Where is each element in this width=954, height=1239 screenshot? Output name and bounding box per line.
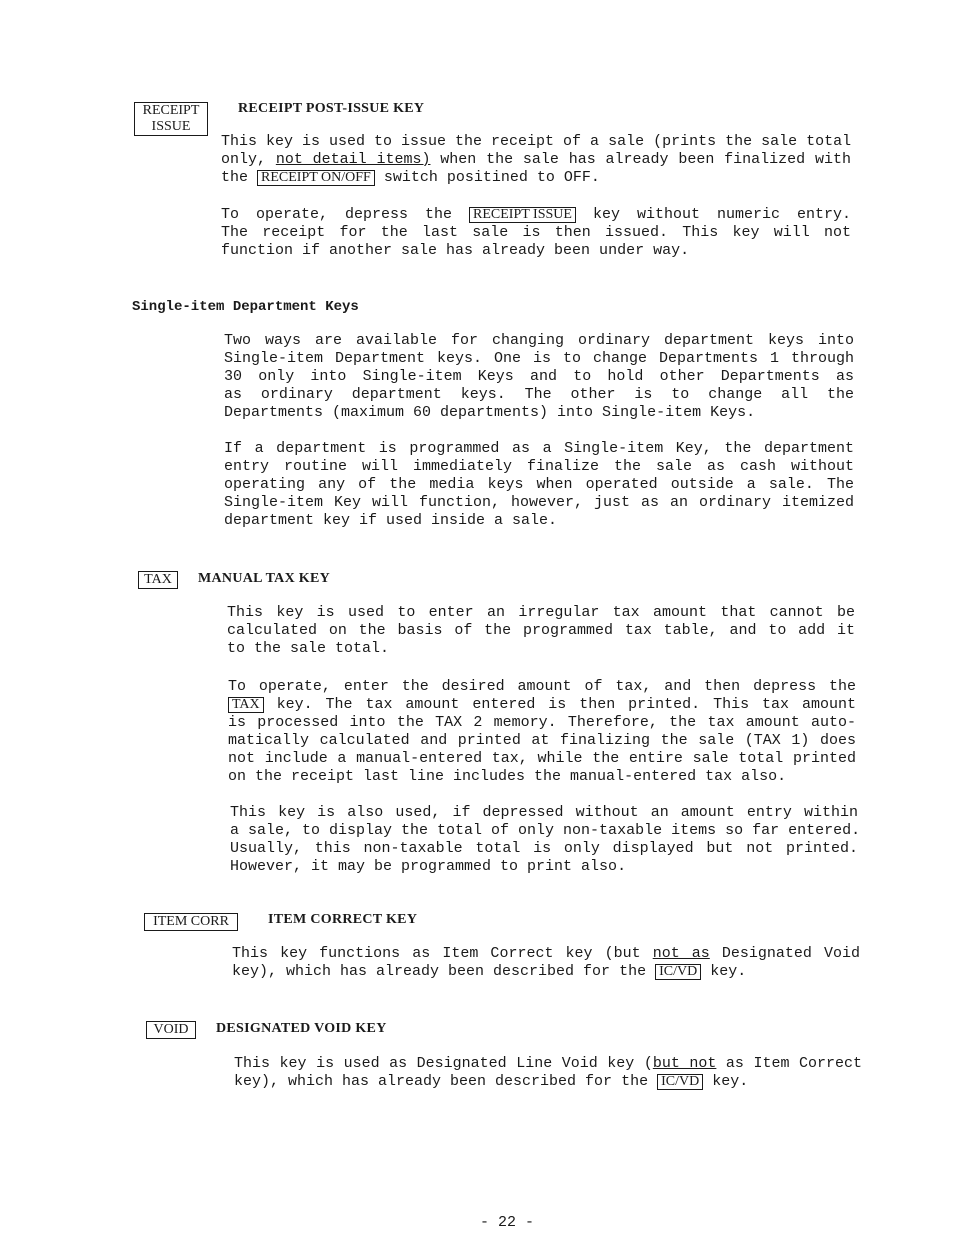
- tax-key-ref: TAX: [228, 697, 264, 713]
- keycap-label: RECEIPT: [142, 103, 200, 118]
- receipt-issue-paragraph-1: [221, 133, 851, 187]
- text-span: switch positined to OFF.: [374, 169, 600, 186]
- text-span: To operate, depress the: [221, 206, 470, 223]
- receipt-on-off-key-ref: RECEIPT ON/OFF: [257, 170, 375, 186]
- text-span: Designated Void: [709, 945, 860, 962]
- text-line: This key is used to enter an irregular tax amount that cannot be: [227, 604, 855, 621]
- manual-tax-heading: MANUAL TAX KEY: [198, 571, 331, 586]
- text-span: key.: [703, 1073, 749, 1090]
- text-line: [221, 206, 851, 224]
- text-span: This key is used as Designated Line Void key (: [234, 1055, 653, 1072]
- item-corr-paragraph: [232, 945, 860, 981]
- receipt-issue-key-ref: RECEIPT ISSUE: [469, 207, 576, 223]
- keycap-label: ISSUE: [151, 119, 191, 134]
- void-keycap: VOID: [146, 1021, 196, 1039]
- text-line: [232, 945, 860, 963]
- underlined-text: not detail items): [275, 151, 431, 168]
- text-span: key. The tax amount entered is then printed. This tax amount: [263, 696, 856, 713]
- underlined-text: not as: [652, 945, 710, 962]
- text-line: If a department is programmed as a Single-item Key, the department: [224, 440, 854, 457]
- text-span: as Item Correct: [716, 1055, 862, 1072]
- void-paragraph: [234, 1055, 862, 1091]
- text-line: Two ways are available for changing ordinary department keys into: [224, 332, 854, 349]
- designated-void-heading: DESIGNATED VOID KEY: [216, 1021, 387, 1036]
- underlined-text: but not: [652, 1055, 717, 1072]
- text-line: [234, 1073, 862, 1091]
- text-line: on the receipt last line includes the manual-entered tax also.: [228, 768, 787, 785]
- text-span: only,: [221, 151, 267, 168]
- text-line: This key is used to issue the receipt of a sale (prints the sale total: [221, 133, 852, 150]
- text-line: Usually, this non-taxable total is only displayed but not printed.: [230, 840, 858, 857]
- single-item-paragraph-1: [224, 332, 854, 422]
- text-line: [232, 963, 860, 981]
- single-item-heading: Single-item Department Keys: [132, 299, 359, 315]
- text-line: as ordinary department keys. The other is to change all the: [224, 386, 854, 403]
- text-line: Departments (maximum 60 departments) into Single-item Keys.: [224, 404, 756, 421]
- text-line: calculated on the basis of the programmed tax table, and to add it: [227, 622, 855, 639]
- single-item-paragraph-2: [224, 440, 854, 530]
- receipt-issue-paragraph-2: [221, 206, 851, 260]
- text-line: Single-item Key will function, however, just as an ordinary itemized: [224, 494, 854, 511]
- text-line: However, it may be programmed to print also.: [230, 858, 627, 875]
- item-corr-keycap: ITEM CORR: [144, 913, 238, 931]
- receipt-issue-keycap: [134, 102, 208, 136]
- page-number: - 22 -: [480, 1214, 535, 1231]
- text-line: function if another sale has already been under way.: [221, 242, 690, 259]
- text-line: [228, 696, 856, 714]
- text-span: key), which has already been described for the: [234, 1073, 658, 1090]
- text-line: not include a manual-entered tax, while the entire sale total printed: [228, 750, 856, 767]
- text-span: the: [221, 169, 258, 186]
- tax-paragraph-1: [227, 604, 855, 658]
- text-span: key without numeric entry.: [575, 206, 851, 223]
- tax-keycap: TAX: [138, 571, 178, 589]
- tax-paragraph-2: [228, 678, 856, 786]
- text-line: To operate, enter the desired amount of tax, and then depress the: [228, 678, 856, 695]
- text-line: 30 only into Single-item Keys and to hold other Departments as: [224, 368, 854, 385]
- text-span: [266, 151, 276, 168]
- text-line: matically calculated and printed at finalizing the sale (TAX 1) does: [228, 732, 856, 749]
- ic-vd-key-ref: IC/VD: [655, 964, 701, 980]
- text-line: operating any of the media keys when operated outside a sale. The: [224, 476, 854, 493]
- text-line: This key is also used, if depressed without an amount entry within: [230, 804, 858, 821]
- text-span: This key functions as Item Correct key (but: [232, 945, 653, 962]
- text-line: [221, 151, 851, 169]
- text-line: The receipt for the last sale is then issued. This key will not: [221, 224, 851, 241]
- tax-paragraph-3: [230, 804, 861, 876]
- text-line: Single-item Department keys. One is to change Departments 1 through: [224, 350, 854, 367]
- text-span: key.: [701, 963, 747, 980]
- text-line: [234, 1055, 862, 1073]
- text-line: entry routine will immediately finalize the sale as cash without: [224, 458, 854, 475]
- text-span: key), which has already been described for the: [232, 963, 656, 980]
- text-line: [221, 169, 851, 187]
- ic-vd-key-ref: IC/VD: [657, 1074, 703, 1090]
- text-span: when the sale has already been finalized with: [430, 151, 851, 168]
- text-line: to the sale total.: [227, 640, 390, 657]
- text-line: a sale, to display the total of only non-taxable items so far entered.: [230, 822, 861, 839]
- item-correct-heading: ITEM CORRECT KEY: [268, 912, 418, 927]
- receipt-post-issue-heading: RECEIPT POST-ISSUE KEY: [238, 101, 425, 116]
- text-line: department key if used inside a sale.: [224, 512, 558, 529]
- text-line: is processed into the TAX 2 memory. Therefore, the tax amount auto-: [228, 714, 856, 731]
